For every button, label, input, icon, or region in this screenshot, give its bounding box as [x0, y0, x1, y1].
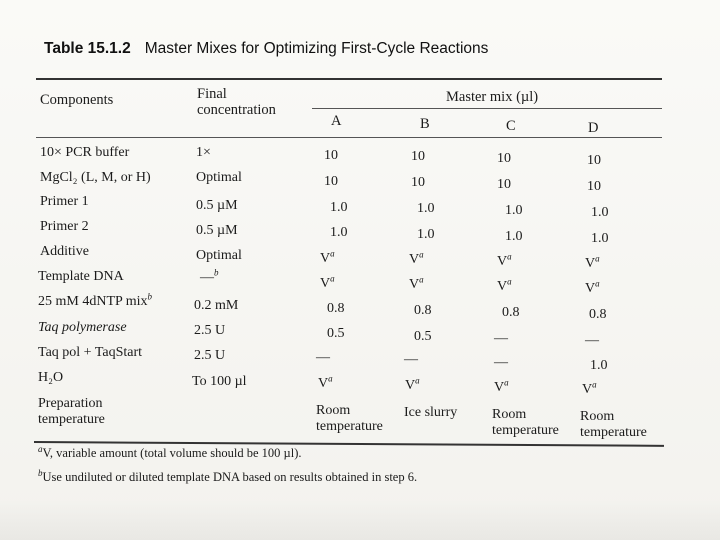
- cell-a: 10: [324, 174, 338, 189]
- cell-d: 1.0: [590, 358, 608, 373]
- cell-b: 0.8: [414, 303, 432, 318]
- cell-b: 10: [411, 149, 425, 164]
- cell-b: $V^a$: [409, 274, 424, 292]
- cell-c: 0.8: [502, 305, 520, 320]
- cell-c: 1.0: [505, 203, 523, 218]
- cell-c: 1.0: [505, 229, 523, 244]
- row-label: Primer 1: [40, 194, 89, 209]
- row-final: 0.5 µM: [196, 223, 238, 238]
- table-title: [44, 40, 684, 58]
- row-final: Optimal: [196, 248, 242, 263]
- header-mix-b: B: [420, 116, 430, 132]
- row-label: Taq pol + TaqStart: [38, 345, 143, 360]
- cell-b: $V^a$: [409, 249, 424, 267]
- row-final: 0.2 mM: [194, 298, 239, 313]
- cell-c: $V^a$: [497, 276, 512, 294]
- cell-b: 10: [411, 175, 425, 190]
- row-label: Additive: [40, 244, 89, 259]
- cell-b: Ice slurry: [404, 405, 458, 420]
- page-bleed-through: [0, 500, 720, 540]
- row-final: 2.5 U: [194, 323, 226, 338]
- cell-a: 10: [324, 148, 338, 163]
- cell-a: 0.8: [327, 301, 345, 316]
- cell-d: $V^a$: [585, 278, 600, 296]
- header-final-concentration: Final concentration: [197, 86, 276, 118]
- footnote-b: $^b$Use undiluted or diluted template DNA based on results obtained in step 6.: [38, 467, 418, 484]
- cell-b: 1.0: [417, 201, 435, 216]
- header-mix-d: D: [588, 120, 599, 136]
- cell-a: $V^a$: [320, 248, 335, 266]
- row-final: 2.5 U: [194, 348, 226, 363]
- cell-a: Room temperature: [316, 403, 383, 434]
- cell-b: $V^a$: [405, 375, 420, 393]
- cell-c: —: [494, 355, 508, 370]
- cell-a: 0.5: [327, 326, 345, 341]
- cell-c: $V^a$: [494, 377, 509, 395]
- cell-a: 1.0: [330, 225, 348, 240]
- row-final: —$^b$: [200, 267, 219, 285]
- cell-d: $V^a$: [582, 379, 597, 397]
- cell-d: 10: [587, 153, 601, 168]
- row-final: Optimal: [196, 170, 242, 185]
- cell-a: $V^a$: [318, 373, 333, 391]
- header-rule: [36, 137, 662, 138]
- row-final: 1×: [196, 145, 211, 160]
- cell-d: 1.0: [591, 205, 609, 220]
- table-number: Table 15.1.2: [44, 40, 131, 57]
- row-label: Taq polymerase: [38, 320, 127, 335]
- cell-a: $V^a$: [320, 273, 335, 291]
- cell-b: 1.0: [417, 227, 435, 242]
- cell-d: —: [585, 333, 599, 348]
- header-components: Components: [40, 92, 114, 108]
- row-final: 0.5 µM: [196, 198, 238, 213]
- cell-b: —: [404, 352, 418, 367]
- cell-a: —: [316, 350, 330, 365]
- cell-d: Room temperature: [580, 409, 647, 440]
- row-label: Primer 2: [40, 219, 89, 234]
- header-master-mix: Master mix (µl): [446, 89, 539, 105]
- cell-b: 0.5: [414, 329, 432, 344]
- cell-c: 10: [497, 151, 511, 166]
- top-rule: [36, 78, 662, 80]
- cell-c: Room temperature: [492, 407, 559, 438]
- row-label: Template DNA: [38, 269, 124, 284]
- master-mix-rule: [312, 108, 662, 109]
- cell-c: 10: [497, 177, 511, 192]
- row-label: 10× PCR buffer: [40, 145, 130, 160]
- row-label: 25 mM 4dNTP mix$^b$: [38, 291, 153, 309]
- row-label: MgCl₂ (L, M, or H): [40, 170, 151, 185]
- cell-d: 0.8: [589, 307, 607, 322]
- header-mix-a: A: [331, 113, 342, 129]
- cell-a: 1.0: [330, 200, 348, 215]
- table-caption: Master Mixes for Optimizing First-Cycle Reactions: [144, 40, 489, 57]
- cell-d: $V^a$: [585, 253, 600, 271]
- row-label: H₂O: [38, 370, 64, 385]
- cell-c: $V^a$: [497, 251, 512, 269]
- row-label: Preparation temperature: [38, 396, 105, 427]
- cell-d: 1.0: [591, 231, 609, 246]
- cell-d: 10: [587, 179, 601, 194]
- cell-c: —: [494, 331, 508, 346]
- header-mix-c: C: [506, 118, 516, 134]
- row-final: To 100 µl: [192, 374, 247, 389]
- footnote-a: $^a$V, variable amount (total volume should be 100 µl).: [38, 443, 302, 460]
